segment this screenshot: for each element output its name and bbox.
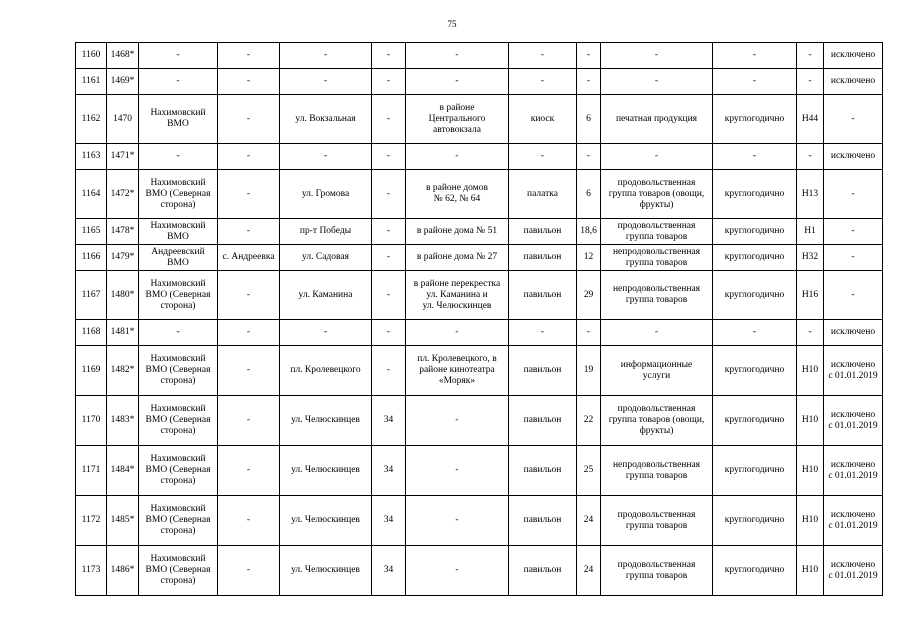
cell-area: 19: [577, 346, 601, 396]
cell-street: ул. Садовая: [280, 245, 372, 271]
table-row: [76, 219, 883, 245]
cell-object-type: -: [509, 320, 577, 346]
cell-object-type: павильон: [509, 219, 577, 245]
cell-status-note: исключено: [824, 144, 883, 170]
cell-scheme-code: Н32: [797, 245, 824, 271]
cell-house-number: 34: [372, 546, 406, 596]
cell-settlement: -: [218, 95, 280, 144]
cell-scheme-code: -: [797, 320, 824, 346]
cell-settlement: -: [218, 271, 280, 320]
cell-status-note: исключено: [824, 69, 883, 95]
cell-object-number: 1478*: [107, 219, 139, 245]
cell-scheme-code: Н1: [797, 219, 824, 245]
cell-street: ул. Вокзальная: [280, 95, 372, 144]
cell-object-number: 1471*: [107, 144, 139, 170]
cell-row-number: 1170: [76, 396, 107, 446]
cell-scheme-code: Н10: [797, 346, 824, 396]
cell-scheme-code: Н10: [797, 396, 824, 446]
cell-street: ул. Челюскинцев: [280, 446, 372, 496]
cell-house-number: -: [372, 320, 406, 346]
cell-object-number: 1472*: [107, 170, 139, 219]
cell-operating-period: круглогодично: [713, 245, 797, 271]
cell-house-number: -: [372, 69, 406, 95]
cell-specialization: -: [601, 144, 713, 170]
cell-street: пр-т Победы: [280, 219, 372, 245]
cell-object-number: 1470: [107, 95, 139, 144]
cell-municipality: -: [139, 144, 218, 170]
cell-specialization: продовольственная группа товаров: [601, 546, 713, 596]
cell-scheme-code: Н13: [797, 170, 824, 219]
cell-municipality: Нахимовский ВМО (Северная сторона): [139, 546, 218, 596]
cell-location-landmark: в районе домов № 62, № 64: [406, 170, 509, 219]
cell-area: 25: [577, 446, 601, 496]
table-row: [76, 496, 883, 546]
cell-area: -: [577, 144, 601, 170]
cell-settlement: -: [218, 396, 280, 446]
cell-location-landmark: в районе перекрестка ул. Каманина и ул. Челюскинцев: [406, 271, 509, 320]
cell-status-note: -: [824, 245, 883, 271]
cell-specialization: продовольственная группа товаров: [601, 496, 713, 546]
cell-location-landmark: -: [406, 546, 509, 596]
cell-row-number: 1168: [76, 320, 107, 346]
cell-object-type: павильон: [509, 496, 577, 546]
cell-street: ул. Громова: [280, 170, 372, 219]
cell-settlement: -: [218, 346, 280, 396]
cell-scheme-code: Н10: [797, 496, 824, 546]
cell-operating-period: -: [713, 69, 797, 95]
cell-settlement: -: [218, 170, 280, 219]
cell-row-number: 1166: [76, 245, 107, 271]
cell-status-note: -: [824, 95, 883, 144]
cell-object-number: 1468*: [107, 43, 139, 69]
cell-object-type: -: [509, 43, 577, 69]
cell-settlement: -: [218, 219, 280, 245]
cell-object-type: павильон: [509, 245, 577, 271]
cell-operating-period: круглогодично: [713, 446, 797, 496]
table-row: [76, 396, 883, 446]
cell-settlement: с. Андреевка: [218, 245, 280, 271]
cell-object-number: 1481*: [107, 320, 139, 346]
cell-street: пл. Кролевецкого: [280, 346, 372, 396]
cell-status-note: -: [824, 271, 883, 320]
cell-area: 12: [577, 245, 601, 271]
cell-object-type: палатка: [509, 170, 577, 219]
cell-operating-period: круглогодично: [713, 219, 797, 245]
cell-settlement: -: [218, 446, 280, 496]
cell-location-landmark: -: [406, 396, 509, 446]
cell-object-type: павильон: [509, 546, 577, 596]
cell-row-number: 1164: [76, 170, 107, 219]
cell-scheme-code: Н10: [797, 546, 824, 596]
cell-row-number: 1160: [76, 43, 107, 69]
cell-operating-period: круглогодично: [713, 396, 797, 446]
cell-house-number: -: [372, 43, 406, 69]
cell-status-note: исключено с 01.01.2019: [824, 496, 883, 546]
cell-scheme-code: -: [797, 144, 824, 170]
cell-location-landmark: пл. Кролевецкого, в районе кинотеатра «Моряк»: [406, 346, 509, 396]
cell-house-number: -: [372, 245, 406, 271]
cell-row-number: 1169: [76, 346, 107, 396]
cell-street: ул. Челюскинцев: [280, 496, 372, 546]
cell-operating-period: круглогодично: [713, 496, 797, 546]
cell-area: 24: [577, 546, 601, 596]
cell-scheme-code: Н16: [797, 271, 824, 320]
cell-street: -: [280, 144, 372, 170]
table-row: [76, 69, 883, 95]
cell-area: 22: [577, 396, 601, 446]
cell-object-type: павильон: [509, 271, 577, 320]
cell-object-number: 1484*: [107, 446, 139, 496]
cell-municipality: -: [139, 69, 218, 95]
cell-object-type: павильон: [509, 446, 577, 496]
cell-location-landmark: -: [406, 320, 509, 346]
cell-operating-period: -: [713, 43, 797, 69]
cell-object-number: 1479*: [107, 245, 139, 271]
cell-specialization: информационные услуги: [601, 346, 713, 396]
table-row: [76, 446, 883, 496]
cell-row-number: 1172: [76, 496, 107, 546]
cell-municipality: Нахимовский ВМО (Северная сторона): [139, 396, 218, 446]
cell-status-note: исключено: [824, 43, 883, 69]
cell-street: -: [280, 320, 372, 346]
cell-municipality: Нахимовский ВМО (Северная сторона): [139, 346, 218, 396]
cell-area: 6: [577, 95, 601, 144]
cell-row-number: 1171: [76, 446, 107, 496]
cell-house-number: -: [372, 219, 406, 245]
cell-scheme-code: Н10: [797, 446, 824, 496]
page-number: 75: [447, 19, 457, 29]
cell-location-landmark: -: [406, 43, 509, 69]
cell-street: ул. Челюскинцев: [280, 546, 372, 596]
cell-location-landmark: -: [406, 69, 509, 95]
cell-operating-period: -: [713, 320, 797, 346]
cell-status-note: исключено с 01.01.2019: [824, 446, 883, 496]
cell-specialization: продовольственная группа товаров (овощи, фрукты): [601, 170, 713, 219]
cell-location-landmark: -: [406, 144, 509, 170]
cell-specialization: печатная продукция: [601, 95, 713, 144]
cell-scheme-code: -: [797, 69, 824, 95]
cell-municipality: Нахимовский ВМО (Северная сторона): [139, 446, 218, 496]
cell-area: 29: [577, 271, 601, 320]
cell-operating-period: -: [713, 144, 797, 170]
cell-area: -: [577, 43, 601, 69]
cell-specialization: продовольственная группа товаров (овощи, фрукты): [601, 396, 713, 446]
cell-municipality: Нахимовский ВМО (Северная сторона): [139, 496, 218, 546]
cell-object-type: -: [509, 69, 577, 95]
cell-municipality: Нахимовский ВМО (Северная сторона): [139, 170, 218, 219]
cell-specialization: -: [601, 43, 713, 69]
cell-house-number: 34: [372, 446, 406, 496]
cell-area: 18,6: [577, 219, 601, 245]
cell-operating-period: круглогодично: [713, 95, 797, 144]
cell-street: ул. Челюскинцев: [280, 396, 372, 446]
cell-settlement: -: [218, 320, 280, 346]
cell-specialization: непродовольственная группа товаров: [601, 446, 713, 496]
cell-object-number: 1485*: [107, 496, 139, 546]
cell-row-number: 1167: [76, 271, 107, 320]
cell-house-number: -: [372, 271, 406, 320]
cell-area: -: [577, 320, 601, 346]
cell-house-number: -: [372, 95, 406, 144]
cell-municipality: Андреевский ВМО: [139, 245, 218, 271]
cell-settlement: -: [218, 43, 280, 69]
cell-municipality: Нахимовский ВМО: [139, 219, 218, 245]
table-row: [76, 245, 883, 271]
cell-row-number: 1161: [76, 69, 107, 95]
cell-status-note: -: [824, 219, 883, 245]
cell-house-number: 34: [372, 496, 406, 546]
cell-house-number: -: [372, 144, 406, 170]
cell-area: 6: [577, 170, 601, 219]
cell-municipality: Нахимовский ВМО (Северная сторона): [139, 271, 218, 320]
cell-house-number: 34: [372, 396, 406, 446]
cell-status-note: -: [824, 170, 883, 219]
cell-status-note: исключено: [824, 320, 883, 346]
cell-status-note: исключено с 01.01.2019: [824, 396, 883, 446]
table-row: [76, 170, 883, 219]
cell-location-landmark: в районе дома № 51: [406, 219, 509, 245]
cell-location-landmark: -: [406, 496, 509, 546]
cell-street: -: [280, 69, 372, 95]
cell-location-landmark: в районе Центрального автовокзала: [406, 95, 509, 144]
cell-settlement: -: [218, 496, 280, 546]
table-row: [76, 546, 883, 596]
cell-area: -: [577, 69, 601, 95]
cell-operating-period: круглогодично: [713, 170, 797, 219]
cell-operating-period: круглогодично: [713, 271, 797, 320]
cell-house-number: -: [372, 346, 406, 396]
cell-settlement: -: [218, 69, 280, 95]
cell-settlement: -: [218, 144, 280, 170]
cell-scheme-code: -: [797, 43, 824, 69]
table-row: [76, 43, 883, 69]
cell-house-number: -: [372, 170, 406, 219]
cell-specialization: -: [601, 320, 713, 346]
cell-operating-period: круглогодично: [713, 546, 797, 596]
cell-settlement: -: [218, 546, 280, 596]
cell-object-type: павильон: [509, 396, 577, 446]
table-row: [76, 320, 883, 346]
cell-area: 24: [577, 496, 601, 546]
cell-street: ул. Каманина: [280, 271, 372, 320]
cell-object-number: 1482*: [107, 346, 139, 396]
cell-object-type: киоск: [509, 95, 577, 144]
cell-specialization: продовольственная группа товаров: [601, 219, 713, 245]
table-row: [76, 144, 883, 170]
table-row: [76, 95, 883, 144]
cell-specialization: непродовольственная группа товаров: [601, 271, 713, 320]
cell-object-number: 1469*: [107, 69, 139, 95]
cell-row-number: 1163: [76, 144, 107, 170]
cell-status-note: исключено с 01.01.2019: [824, 346, 883, 396]
cell-location-landmark: -: [406, 446, 509, 496]
cell-object-number: 1483*: [107, 396, 139, 446]
cell-row-number: 1173: [76, 546, 107, 596]
cell-operating-period: круглогодично: [713, 346, 797, 396]
cell-specialization: непродовольственная группа товаров: [601, 245, 713, 271]
trade-objects-table: [75, 42, 883, 596]
table-row: [76, 346, 883, 396]
cell-municipality: Нахимовский ВМО: [139, 95, 218, 144]
cell-specialization: -: [601, 69, 713, 95]
table-row: [76, 271, 883, 320]
cell-location-landmark: в районе дома № 27: [406, 245, 509, 271]
cell-scheme-code: Н44: [797, 95, 824, 144]
cell-row-number: 1162: [76, 95, 107, 144]
cell-municipality: -: [139, 320, 218, 346]
cell-status-note: исключено с 01.01.2019: [824, 546, 883, 596]
cell-object-type: -: [509, 144, 577, 170]
cell-row-number: 1165: [76, 219, 107, 245]
cell-municipality: -: [139, 43, 218, 69]
cell-street: -: [280, 43, 372, 69]
cell-object-number: 1480*: [107, 271, 139, 320]
cell-object-number: 1486*: [107, 546, 139, 596]
cell-object-type: павильон: [509, 346, 577, 396]
